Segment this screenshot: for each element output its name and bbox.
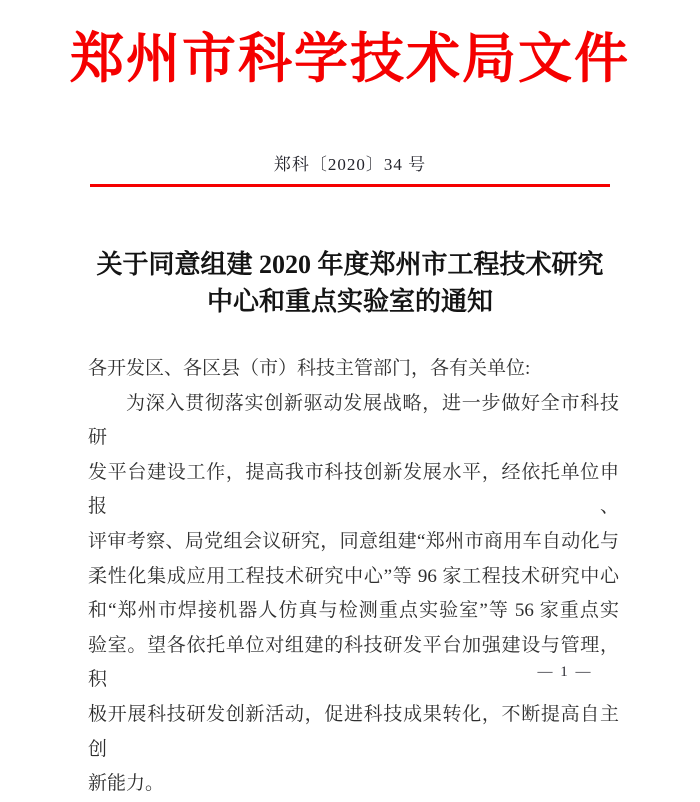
body-line: 评审考察、局党组会议研究，同意组建“郑州市商用车自动化与 — [88, 530, 619, 552]
body-line: 新能力。 — [88, 773, 165, 795]
body-line: 发平台建设工作，提高我市科技创新发展水平，经依托单位申报、 — [88, 461, 619, 518]
red-divider-line — [90, 184, 610, 187]
body-line: 验室。望各依托单位对组建的科技研发平台加强建设与管理，积 — [88, 634, 619, 691]
document-title-line1: 关于同意组建 2020 年度郑州市工程技术研究 — [96, 250, 604, 279]
body-paragraph — [88, 387, 619, 802]
body-line: 柔性化集成应用工程技术研究中心”等 96 家工程技术研究中心 — [88, 565, 619, 587]
page-number: — 1 — — [537, 664, 593, 680]
body-line: 和“郑州市焊接机器人仿真与检测重点实验室”等 56 家重点实 — [88, 600, 619, 622]
body-line: 为深入贯彻落实创新驱动发展战略，进一步做好全市科技研 — [88, 392, 619, 449]
document-title-line2: 中心和重点实验室的通知 — [206, 287, 493, 316]
salutation-line: 各开发区、各区县（市）科技主管部门，各有关单位: — [88, 358, 531, 379]
red-header-title: 郑州市科学技术局文件 — [70, 29, 630, 89]
document-number: 郑科〔2020〕34 号 — [273, 155, 427, 174]
document-body — [88, 352, 619, 802]
document-title — [0, 246, 700, 320]
body-line: 极开展科技研发创新活动，促进科技成果转化，不断提高自主创 — [88, 703, 619, 760]
